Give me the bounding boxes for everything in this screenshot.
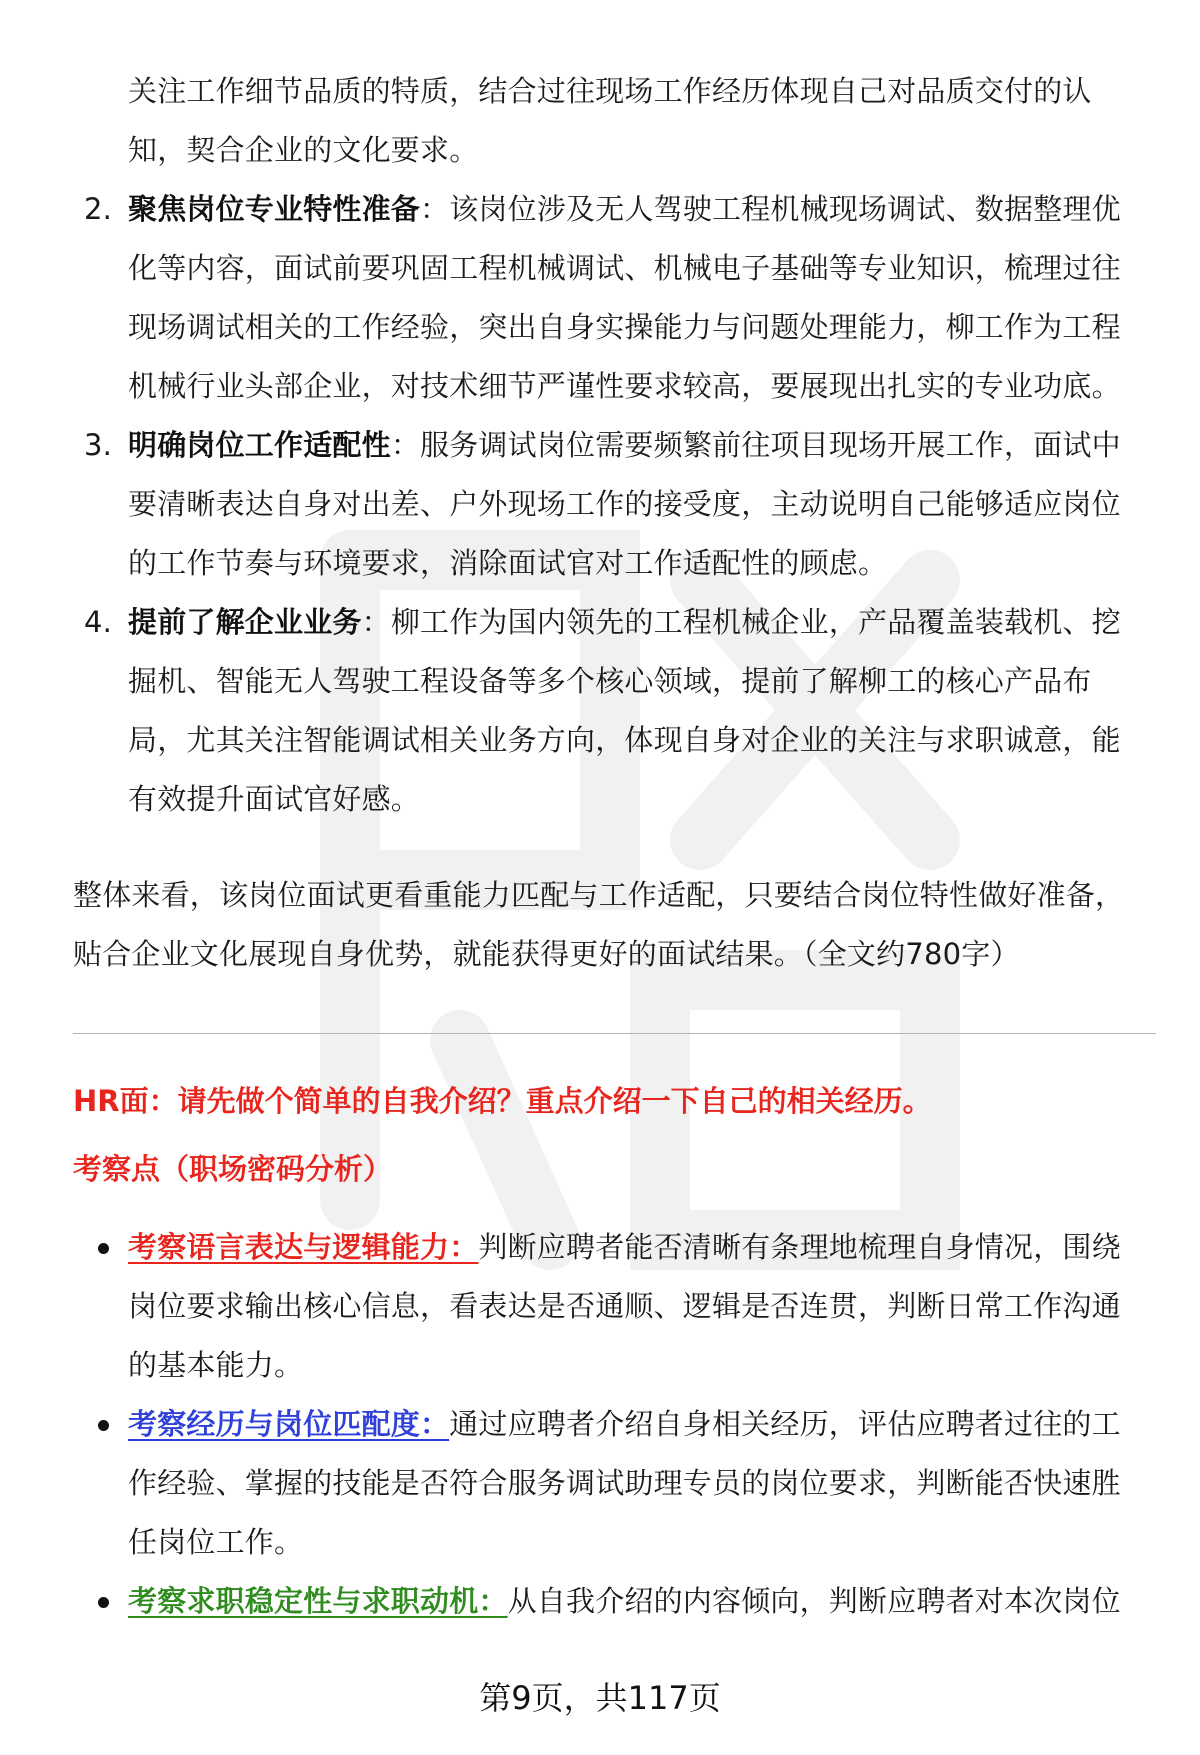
list-item-separator: ： [420, 192, 450, 226]
bullet-title: 考察求职稳定性与求职动机： [128, 1584, 508, 1618]
tips-numbered-list [84, 180, 1144, 829]
list-item-body: 服务调试岗位需要频繁前往项目现场开展工作，面试中要清晰表达自身对出差、户外现场工作的接受度，主动说明自己能够适应岗位的工作节奏与环境要求，消除面试官对工作适配性的顾虑。 [128, 428, 1121, 580]
bullet-body: 判断应聘者能否清晰有条理地梳理自身情况，围绕岗位要求输出核心信息，看表达是否通顺、逻辑是否连贯，判断日常工作沟通的基本能力。 [128, 1230, 1121, 1382]
list-item-separator: ： [390, 428, 421, 462]
section-divider [73, 1033, 1156, 1034]
list-item [84, 416, 1144, 593]
bullet-body: 从自我介绍的内容倾向，判断应聘者对本次岗位 [507, 1584, 1121, 1618]
bullet-title: 考察经历与岗位匹配度： [128, 1407, 450, 1441]
assessment-heading: 考察点（职场密码分析） [73, 1152, 393, 1186]
bullet-title: 考察语言表达与逻辑能力： [128, 1230, 479, 1264]
bullet-item [128, 1572, 1144, 1631]
bullet-dot-icon [98, 1243, 109, 1254]
list-item [84, 180, 1144, 416]
list-item-title: 提前了解企业业务 [128, 605, 362, 639]
hr-question-heading: HR面：请先做个简单的自我介绍？重点介绍一下自己的相关经历。 [73, 1084, 932, 1118]
continuation-paragraph: 关注工作细节品质的特质，结合过往现场工作经历体现自己对品质交付的认知，契合企业的文化要求。 [128, 74, 1092, 167]
bullet-item [128, 1395, 1144, 1572]
bullet-item [128, 1218, 1144, 1395]
list-item-body: 该岗位涉及无人驾驶工程机械现场调试、数据整理优化等内容，面试前要巩固工程机械调试、机械电子基础等专业知识，梳理过往现场调试相关的工作经验，突出自身实操能力与问题处理能力，柳工作为工程机械行业头部企业，对技术细节严谨性要求较高，要展现出扎实的专业功底。 [128, 192, 1121, 403]
summary-paragraph: 整体来看，该岗位面试更看重能力匹配与工作适配，只要结合岗位特性做好准备，贴合企业文化展现自身优势，就能获得更好的面试结果。（全文约780字） [73, 878, 1125, 971]
list-item [84, 593, 1144, 829]
list-item-number: 4. [84, 605, 113, 639]
bullet-body: 通过应聘者介绍自身相关经历，评估应聘者过往的工作经验、掌握的技能是否符合服务调试助理专员的岗位要求，判断能否快速胜任岗位工作。 [128, 1407, 1121, 1559]
assessment-bullet-list [128, 1218, 1144, 1631]
list-item-title: 明确岗位工作适配性 [128, 428, 391, 462]
list-item-body: 柳工作为国内领先的工程机械企业，产品覆盖装载机、挖掘机、智能无人驾驶工程设备等多个核心领域，提前了解柳工的核心产品布局，尤其关注智能调试相关业务方向，体现自身对企业的关注与求职诚意，能有效提升面试官好感。 [128, 605, 1121, 816]
list-item-title: 聚焦岗位专业特性准备 [128, 192, 421, 226]
bullet-dot-icon [98, 1597, 109, 1608]
bullet-dot-icon [98, 1420, 109, 1431]
page-footer: 第9页，共117页 [479, 1679, 721, 1717]
list-item-separator: ： [361, 605, 391, 639]
list-item-number: 2. [84, 192, 113, 226]
list-item-number: 3. [84, 428, 113, 462]
